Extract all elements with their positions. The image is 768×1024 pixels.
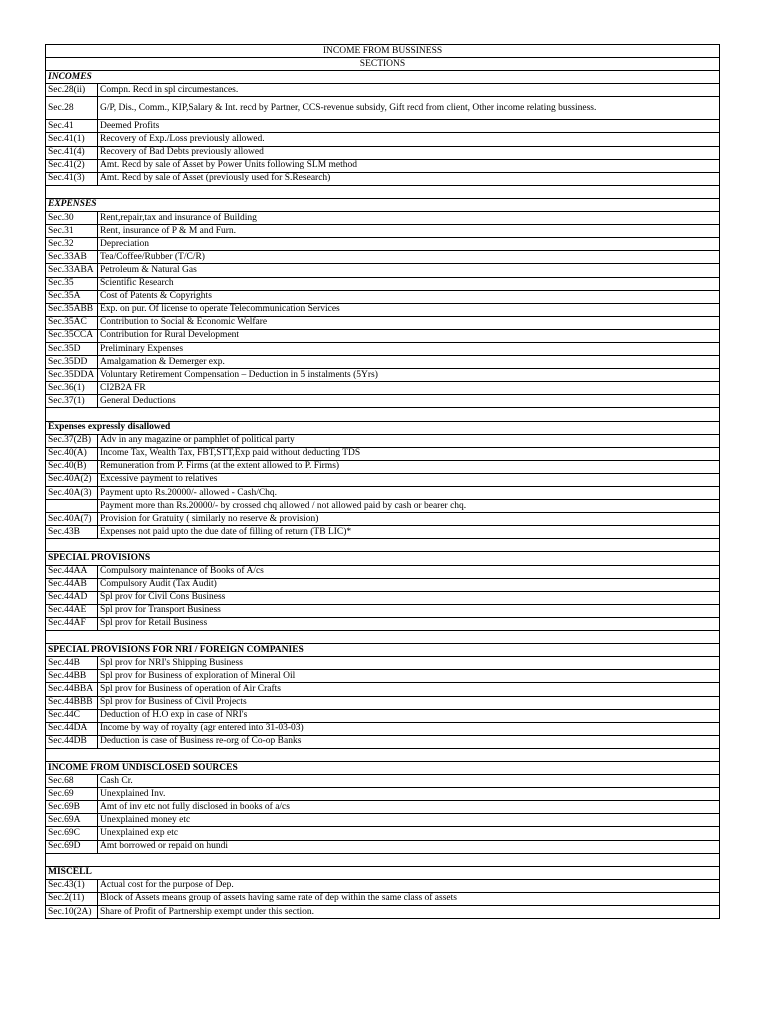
table-row (46, 133, 720, 146)
section-description: Unexplained money etc (98, 814, 720, 827)
table-row (46, 356, 720, 369)
blank-row (46, 853, 720, 866)
table-row (46, 487, 720, 500)
table-row (46, 775, 720, 788)
section-description: CI2B2A FR (98, 382, 720, 395)
section-code: Sec.40A(3) (46, 487, 98, 500)
section-code: Sec.33AB (46, 251, 98, 264)
section-description: Amalgamation & Demerger exp. (98, 356, 720, 369)
section-description: Remuneration from P. Firms (at the extent allowed to P. Firms) (98, 460, 720, 473)
section-description: Recovery of Bad Debts previously allowed (98, 146, 720, 159)
table-row (46, 159, 720, 172)
table-row (46, 814, 720, 827)
blank-cell (46, 408, 720, 421)
section-description: Deduction of H.O exp in case of NRI's (98, 709, 720, 722)
section-code: Sec.41(3) (46, 172, 98, 185)
section-description: Expenses not paid upto the due date of filling of return (TB LIC)* (98, 526, 720, 539)
table-row (46, 827, 720, 840)
section-code: Sec.36(1) (46, 382, 98, 395)
section-description: Preliminary Expenses (98, 342, 720, 355)
section-description: Cost of Patents & Copyrights (98, 290, 720, 303)
section-code: Sec.40A(7) (46, 513, 98, 526)
blank-row (46, 748, 720, 761)
table-row (46, 591, 720, 604)
table-row (46, 329, 720, 342)
section-heading-row (46, 71, 720, 84)
section-code: Sec.33ABA (46, 264, 98, 277)
table-row (46, 238, 720, 251)
table-row (46, 120, 720, 133)
section-code: Sec.44DB (46, 735, 98, 748)
section-heading: MISCELL (46, 866, 720, 879)
section-code: Sec.41(4) (46, 146, 98, 159)
blank-cell (46, 185, 720, 198)
table-row (46, 447, 720, 460)
table-row (46, 225, 720, 238)
section-code: Sec.44AE (46, 604, 98, 617)
section-code: Sec.41 (46, 120, 98, 133)
section-description: Block of Assets means group of assets having same rate of dep within the same class of assets (98, 892, 720, 905)
section-code: Sec.41(2) (46, 159, 98, 172)
table-row (46, 696, 720, 709)
blank-cell (46, 853, 720, 866)
table-row (46, 212, 720, 225)
table-row (46, 500, 720, 513)
section-heading: INCOMES (46, 71, 720, 84)
table-row (46, 264, 720, 277)
section-code: Sec.68 (46, 775, 98, 788)
section-code: Sec.35AC (46, 316, 98, 329)
section-code: Sec.32 (46, 238, 98, 251)
section-description: Exp. on pur. Of license to operate Telecommunication Services (98, 303, 720, 316)
section-heading: Expenses expressly disallowed (46, 421, 720, 434)
section-description: General Deductions (98, 395, 720, 408)
section-heading-row (46, 644, 720, 657)
table-row (46, 251, 720, 264)
section-code: Sec.44AD (46, 591, 98, 604)
section-description: Scientific Research (98, 277, 720, 290)
section-code: Sec.69D (46, 840, 98, 853)
section-heading: SPECIAL PROVISIONS FOR NRI / FOREIGN COMPANIES (46, 644, 720, 657)
blank-row (46, 539, 720, 552)
section-code: Sec.28(ii) (46, 84, 98, 97)
section-description: Unexplained Inv. (98, 788, 720, 801)
table-row (46, 290, 720, 303)
section-code: Sec.10(2A) (46, 906, 98, 919)
section-heading-row (46, 761, 720, 774)
section-code: Sec.40(B) (46, 460, 98, 473)
section-code: Sec.69C (46, 827, 98, 840)
section-code: Sec.35DD (46, 356, 98, 369)
table-subtitle: SECTIONS (46, 58, 720, 71)
section-code: Sec.44BBA (46, 683, 98, 696)
section-code: Sec.69B (46, 801, 98, 814)
table-row (46, 84, 720, 97)
section-heading-row (46, 866, 720, 879)
section-code: Sec.35D (46, 342, 98, 355)
section-description: Amt. Recd by sale of Asset by Power Units following SLM method (98, 159, 720, 172)
section-description: Spl prov for NRI's Shipping Business (98, 657, 720, 670)
section-code: Sec.37(2B) (46, 434, 98, 447)
table-row (46, 879, 720, 892)
table-row (46, 578, 720, 591)
table-row (46, 460, 720, 473)
table-row (46, 906, 720, 919)
section-description: Share of Profit of Partnership exempt under this section. (98, 906, 720, 919)
section-description: Deduction is case of Business re-org of Co-op Banks (98, 735, 720, 748)
section-code: Sec.2(11) (46, 892, 98, 905)
table-row (46, 395, 720, 408)
section-description: Compulsory Audit (Tax Audit) (98, 578, 720, 591)
section-description: Compulsory maintenance of Books of A/cs (98, 565, 720, 578)
section-code: Sec.37(1) (46, 395, 98, 408)
table-row (46, 473, 720, 486)
section-description: Voluntary Retirement Compensation – Deduction in 5 instalments (5Yrs) (98, 369, 720, 382)
blank-cell (46, 748, 720, 761)
section-code: Sec.44AF (46, 617, 98, 630)
section-description: Spl prov for Retail Business (98, 617, 720, 630)
section-code: Sec.69 (46, 788, 98, 801)
table-row (46, 369, 720, 382)
section-description: Petroleum & Natural Gas (98, 264, 720, 277)
section-code: Sec.35ABB (46, 303, 98, 316)
subtitle-row (46, 58, 720, 71)
section-code: Sec.44C (46, 709, 98, 722)
section-description: Amt. Recd by sale of Asset (previously used for S.Research) (98, 172, 720, 185)
title-row (46, 45, 720, 58)
table-row (46, 735, 720, 748)
table-row (46, 722, 720, 735)
section-description: Unexplained exp etc (98, 827, 720, 840)
section-code: Sec.44DA (46, 722, 98, 735)
blank-cell (46, 631, 720, 644)
section-heading: INCOME FROM UNDISCLOSED SOURCES (46, 761, 720, 774)
table-title: INCOME FROM BUSSINESS (46, 45, 720, 58)
section-code: Sec.44AA (46, 565, 98, 578)
section-description: Spl prov for Transport Business (98, 604, 720, 617)
section-description: Recovery of Exp./Loss previously allowed. (98, 133, 720, 146)
section-code: Sec.35DDA (46, 369, 98, 382)
section-description: Amt borrowed or repaid on hundi (98, 840, 720, 853)
table-row (46, 97, 720, 120)
sections-table (45, 44, 720, 919)
table-row (46, 277, 720, 290)
table-row (46, 172, 720, 185)
table-row (46, 670, 720, 683)
section-heading-row (46, 552, 720, 565)
section-heading: SPECIAL PROVISIONS (46, 552, 720, 565)
section-code: Sec.31 (46, 225, 98, 238)
section-code: Sec.30 (46, 212, 98, 225)
table-row (46, 342, 720, 355)
section-description: Rent,repair,tax and insurance of Building (98, 212, 720, 225)
blank-cell (46, 539, 720, 552)
section-description: G/P, Dis., Comm., KIP,Salary & Int. recd by Partner, CCS-revenue subsidy, Gift recd from client, Other income relating bussiness. (98, 97, 720, 120)
section-code: Sec.44AB (46, 578, 98, 591)
section-description: Payment upto Rs.20000/- allowed - Cash/Chq. (98, 487, 720, 500)
section-code: Sec.35CCA (46, 329, 98, 342)
section-heading-row (46, 198, 720, 211)
section-code: Sec.44BBB (46, 696, 98, 709)
section-description: Spl prov for Civil Cons Business (98, 591, 720, 604)
table-row (46, 434, 720, 447)
blank-row (46, 408, 720, 421)
section-code: Sec.35A (46, 290, 98, 303)
table-row (46, 604, 720, 617)
table-row (46, 840, 720, 853)
section-description: Income Tax, Wealth Tax, FBT,STT,Exp paid without deducting TDS (98, 447, 720, 460)
section-description: Spl prov for Business of Civil Projects (98, 696, 720, 709)
table-row (46, 526, 720, 539)
table-row (46, 709, 720, 722)
table-row (46, 513, 720, 526)
section-description: Adv in any magazine or pamphlet of political party (98, 434, 720, 447)
section-description: Amt of inv etc not fully disclosed in books of a/cs (98, 801, 720, 814)
section-code: Sec.43B (46, 526, 98, 539)
table-row (46, 617, 720, 630)
section-description: Provision for Gratuity ( similarly no reserve & provision) (98, 513, 720, 526)
section-description: Spl prov for Business of exploration of Mineral Oil (98, 670, 720, 683)
section-code: Sec.41(1) (46, 133, 98, 146)
section-code: Sec.40A(2) (46, 473, 98, 486)
section-code: Sec.69A (46, 814, 98, 827)
section-description: Spl prov for Business of operation of Air Crafts (98, 683, 720, 696)
section-heading-row (46, 421, 720, 434)
section-code: Sec.44BB (46, 670, 98, 683)
table-row (46, 565, 720, 578)
section-description: Tea/Coffee/Rubber (T/C/R) (98, 251, 720, 264)
table-row (46, 892, 720, 905)
section-description: Income by way of royalty (agr entered into 31-03-03) (98, 722, 720, 735)
table-row (46, 657, 720, 670)
section-description: Depreciation (98, 238, 720, 251)
section-code: Sec.43(1) (46, 879, 98, 892)
section-code: Sec.35 (46, 277, 98, 290)
section-code: Sec.44B (46, 657, 98, 670)
section-description: Excessive payment to relatives (98, 473, 720, 486)
section-description: Contribution for Rural Development (98, 329, 720, 342)
section-description: Deemed Profits (98, 120, 720, 133)
section-code: Sec.28 (46, 97, 98, 120)
section-description: Rent, insurance of P & M and Furn. (98, 225, 720, 238)
table-row (46, 788, 720, 801)
section-heading: EXPENSES (46, 198, 720, 211)
blank-row (46, 631, 720, 644)
section-description: Actual cost for the purpose of Dep. (98, 879, 720, 892)
section-code (46, 500, 98, 513)
table-row (46, 303, 720, 316)
section-description: Contribution to Social & Economic Welfare (98, 316, 720, 329)
section-description: Compn. Recd in spl circumestances. (98, 84, 720, 97)
table-row (46, 382, 720, 395)
section-description: Payment more than Rs.20000/- by crossed chq allowed / not allowed paid by cash or bearer chq. (98, 500, 720, 513)
table-row (46, 146, 720, 159)
table-row (46, 316, 720, 329)
section-code: Sec.40(A) (46, 447, 98, 460)
section-description: Cash Cr. (98, 775, 720, 788)
table-row (46, 801, 720, 814)
table-row (46, 683, 720, 696)
blank-row (46, 185, 720, 198)
